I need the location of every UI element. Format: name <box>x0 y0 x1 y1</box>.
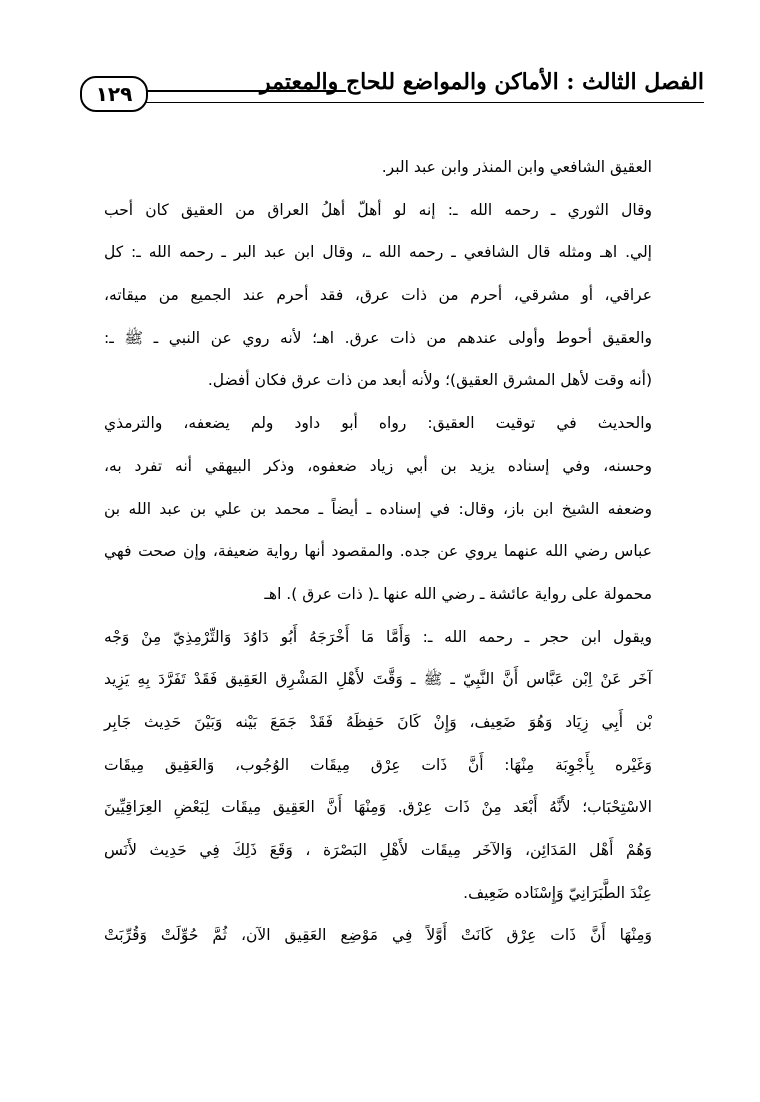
page-number-badge: ١٢٩ <box>80 76 148 112</box>
text-line: وضعفه الشيخ ابن باز، وقال: في إسناده ـ أيضاً ـ محمد بن علي بن عبد الله بن <box>104 499 652 518</box>
text-line: إلي. اهـ ومثله قال الشافعي ـ رحمه الله ـ، وقال ابن عبد البر ـ رحمه الله ـ: كل <box>104 243 652 262</box>
text-line: والعقيق أحوط وأولى عندهم من ذات عرق. اهـ؛ لأنه روي عن النبي ـ ﷺ ـ: <box>104 328 652 347</box>
text-line: وقال الثوري ـ رحمه الله ـ: إنه لو أهلّ أهلُ العراق من العقيق كان أحب <box>104 200 652 219</box>
header-rule-thin <box>142 102 704 103</box>
text-line: ويقول ابن حجر ـ رحمه الله ـ: وَأَمَّا مَا أَخْرَجَهُ أَبُو دَاوُدَ وَالتِّرْمِذِيّ مِنْ وَجْه <box>104 627 652 646</box>
text-line: وَهُمْ أَهْل المَدَائِن، وَالآخَر مِيقَات لأَهْلِ البَصْرَة ، وَقَعَ ذَلِكَ فِي حَدِيث لأَنَس <box>104 841 652 859</box>
text-line: وَمِنْهَا أَنَّ ذَات عِرْق كَانَتْ أَوَّلاً فِي مَوْضِع العَقِيق الآن، ثُمَّ حُوِّلَتْ وَقُرِّبَتْ <box>104 926 652 945</box>
text-line: عِنْدَ الطَّبَرَانِيّ وَإِسْنَاده ضَعِيف. <box>463 883 652 902</box>
text-line: عراقي، أو مشرقي، أحرم من ذات عرق، فقد أحرم عند الجميع من ميقاته، <box>104 286 652 305</box>
text-line: محمولة على رواية عائشة ـ رضي الله عنها ـ( ذات عرق ). اهـ <box>264 584 652 603</box>
body-text <box>104 146 652 957</box>
text-line: الاسْتِحْبَاب؛ لأَنَّهُ أَبْعَد مِنْ ذَات عِرْق. وَمِنْهَا أَنَّ العَقِيق مِيقَات لِبَعْضِ العِرَاقِيِّينَ <box>104 798 652 817</box>
text-line: عباس رضي الله عنهما يروي عن جده. والمقصود أنها رواية ضعيفة، وإن صحت فهي <box>104 542 652 561</box>
text-line: العقيق الشافعي وابن المنذر وابن عبد البر. <box>381 158 652 176</box>
text-line: وحسنه، وفي إسناده يزيد بن أبي زياد ضعفوه، وذكر البيهقي أنه تفرد به، <box>104 456 652 475</box>
text-line: آخَر عَنْ اِبْن عَبَّاس أَنَّ النَّبِيّ ـ ﷺ ـ وَقَّتَ لأَهْلِ المَشْرِق العَقِيق فَقَدْ تَفَرَّدَ بِهِ يَزِيد <box>104 670 652 689</box>
text-line: (أنه وقت لأهل المشرق العقيق)؛ ولأنه أبعد من ذات عرق فكان أفضل. <box>207 371 652 390</box>
text-line: بْن أَبِي زِيَاد وَهُوَ ضَعِيف، وَإِنْ كَانَ حَفِظَهُ فَقَدْ جَمَعَ بَيْنه وَبَيْنَ حَدِيث جَابِر <box>104 712 652 731</box>
text-line: والحديث في توقيت العقيق: رواه أبو داود ولم يضعفه، والترمذي <box>104 414 652 433</box>
text-line: وَغَيْره بِأَجْوِبَة مِنْهَا: أَنَّ ذَات عِرْق مِيقَات الوُجُوب، وَالعَقِيق مِيقَات <box>104 755 652 774</box>
chapter-title: الفصل الثالث : الأماكن والمواضع للحاج والمعتمر <box>260 69 704 95</box>
page-header <box>72 62 704 112</box>
